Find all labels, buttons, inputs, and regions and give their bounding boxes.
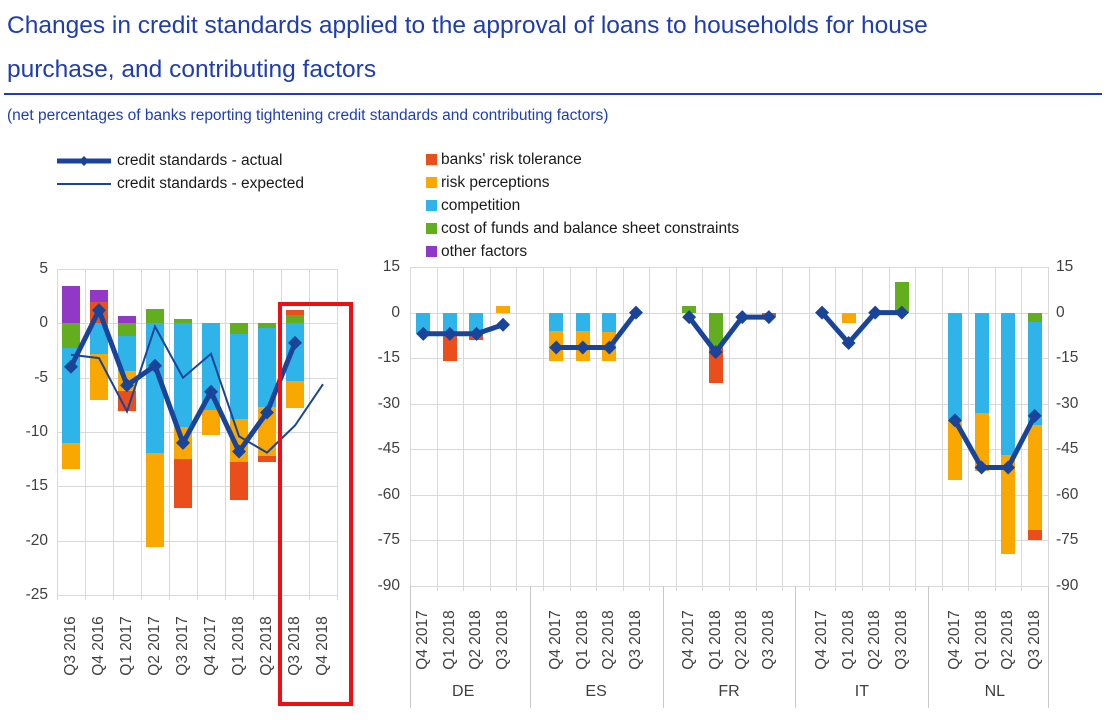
x-axis-label: Q3 2017 [174, 616, 191, 676]
panel-divider [663, 586, 664, 708]
gridline [968, 267, 969, 586]
y-axis-label: -25 [25, 586, 48, 603]
axis-tick [889, 586, 890, 591]
axis-tick [862, 586, 863, 591]
x-axis-label: Q2 2018 [258, 616, 275, 676]
x-axis-label: Q2 2018 [866, 610, 884, 670]
x-axis-label: Q4 2017 [813, 610, 831, 670]
competition-bar-segment [416, 313, 430, 334]
axis-tick [490, 586, 491, 591]
gridline [756, 267, 757, 586]
gridline [253, 269, 254, 595]
axis-tick [57, 595, 58, 600]
y-axis-label: -75 [1056, 531, 1079, 549]
cost_of_funds-bar-segment [230, 323, 248, 334]
gridline [113, 269, 114, 595]
line-legend-item [55, 149, 304, 172]
competition-bar-segment [948, 313, 962, 419]
risk_perceptions-bar-segment [118, 371, 136, 391]
y-axis-label: 15 [1056, 258, 1074, 275]
competition-bar-segment [469, 313, 483, 336]
y-axis-label: 0 [391, 303, 400, 321]
competition-bar-segment [576, 313, 590, 331]
country-label: IT [854, 683, 870, 700]
x-axis-label: Q1 2018 [972, 610, 990, 670]
axis-tick [676, 586, 677, 591]
line-legend-label: credit standards - actual [117, 151, 283, 169]
competition-bar-segment [118, 336, 136, 371]
risk_perceptions-bar-segment [576, 331, 590, 361]
risk_tolerance-bar-segment [230, 462, 248, 500]
risk_perceptions-bar-segment [230, 419, 248, 462]
gridline [85, 269, 86, 595]
axis-tick [596, 586, 597, 591]
x-axis-label: Q4 2017 [547, 610, 565, 670]
risk_perceptions-swatch-icon [426, 177, 437, 188]
x-axis-label: Q1 2018 [440, 610, 458, 670]
gridline [915, 267, 916, 586]
risk_tolerance-bar-segment [118, 391, 136, 412]
competition-bar-segment [1028, 322, 1042, 425]
gridline [942, 267, 943, 586]
gridline [490, 267, 491, 586]
risk_perceptions-bar-segment [90, 354, 108, 401]
risk_perceptions-bar-segment [202, 410, 220, 435]
factor-legend-label: cost of funds and balance sheet constraints [441, 219, 740, 237]
axis-tick [942, 586, 943, 591]
gridline [169, 269, 170, 595]
line-legend [55, 149, 304, 195]
y-axis-label: 0 [1056, 303, 1065, 321]
y-axis-label: -15 [377, 349, 400, 367]
factor-legend [426, 148, 739, 263]
x-axis-label: Q3 2018 [626, 610, 644, 670]
cost_of_funds-bar-segment [1028, 313, 1042, 322]
risk_perceptions-bar-segment [948, 419, 962, 480]
y-axis-label: -15 [1056, 349, 1079, 367]
axis-tick [968, 586, 969, 591]
panel-divider [928, 586, 929, 708]
gridline [862, 267, 863, 586]
gridline [889, 267, 890, 586]
gridline [596, 267, 597, 586]
y-axis-label: 5 [39, 260, 48, 277]
risk_perceptions-bar-segment [496, 306, 510, 312]
gridline [782, 267, 783, 586]
factor-legend-item [426, 148, 739, 171]
y-axis-label: -10 [25, 423, 48, 440]
competition-bar-segment [549, 313, 563, 331]
gridline [1048, 267, 1049, 586]
x-axis-label: Q1 2018 [839, 610, 857, 670]
axis-tick [782, 586, 783, 591]
axis-tick [225, 595, 226, 600]
line-legend-label: credit standards - expected [117, 174, 304, 192]
risk_perceptions-bar-segment [146, 453, 164, 548]
gridline [835, 267, 836, 586]
factor-legend-label: banks' risk tolerance [441, 150, 582, 168]
gridline [197, 269, 198, 595]
risk_tolerance-bar-segment [443, 335, 457, 361]
panel-divider [795, 586, 796, 708]
risk_perceptions-bar-segment [975, 413, 989, 471]
axis-tick [1021, 586, 1022, 591]
gridline [676, 267, 677, 586]
risk_tolerance-bar-segment [1028, 530, 1042, 541]
x-axis-label: Q2 2017 [146, 616, 163, 676]
y-axis-label: -20 [25, 531, 48, 549]
gridline [225, 269, 226, 595]
axis-tick [915, 586, 916, 591]
competition-bar-segment [62, 348, 80, 443]
actual-diamond-marker [496, 318, 510, 332]
y-axis-label: -15 [25, 477, 48, 495]
cost_of_funds-bar-segment [895, 282, 909, 312]
axis-tick [835, 586, 836, 591]
x-axis-label: Q4 2018 [314, 616, 331, 676]
axis-tick [113, 595, 114, 600]
other_factors-bar-segment [118, 316, 136, 324]
x-axis-label: Q4 2017 [945, 610, 963, 670]
actual-line-sample [55, 153, 113, 169]
factor-legend-item [426, 171, 739, 194]
risk_perceptions-bar-segment [62, 443, 80, 469]
competition-bar-segment [174, 323, 192, 426]
axis-tick [437, 586, 438, 591]
y-axis-label: 15 [382, 258, 400, 275]
cost_of_funds-bar-segment [146, 309, 164, 323]
risk_perceptions-bar-segment [174, 427, 192, 460]
x-axis-label: Q2 2018 [467, 610, 485, 670]
y-axis-label: -90 [377, 577, 400, 594]
x-axis-label: Q1 2018 [573, 610, 591, 670]
y-axis-label: -30 [1056, 394, 1079, 412]
figure-title-line1: Changes in credit standards applied to the approval of loans to households for house [7, 12, 928, 39]
x-axis-label: Q3 2018 [286, 616, 303, 676]
gridline [141, 269, 142, 595]
line-legend-item [55, 172, 304, 195]
y-axis-label: -60 [377, 485, 400, 503]
highlight-box [278, 302, 353, 706]
country-label: FR [718, 683, 740, 700]
x-axis-label: Q3 2016 [62, 616, 79, 676]
competition-bar-segment [975, 313, 989, 413]
risk_tolerance-bar-segment [90, 302, 108, 324]
figure-title [7, 4, 1105, 92]
risk_perceptions-bar-segment [1028, 425, 1042, 530]
x-axis-label: Q2 2018 [733, 610, 751, 670]
factor-legend-item [426, 217, 739, 240]
gridline [809, 267, 810, 586]
country-label: ES [585, 683, 607, 700]
figure-title-line2: purchase, and contributing factors [7, 56, 377, 83]
x-axis-label: Q4 2016 [90, 616, 107, 676]
risk_perceptions-bar-segment [1001, 455, 1015, 554]
x-axis-label: Q1 2018 [230, 616, 247, 676]
gridline [1021, 267, 1022, 586]
risk_perceptions-bar-segment [602, 332, 616, 361]
cost_of_funds-bar-segment [682, 306, 696, 312]
x-axis-label: Q1 2017 [118, 616, 135, 676]
competition-bar-segment [202, 323, 220, 410]
gridline [543, 267, 544, 586]
country-label: DE [452, 683, 475, 700]
gridline [516, 267, 517, 586]
x-axis-label: Q4 2017 [680, 610, 698, 670]
x-axis-label: Q3 2018 [1025, 610, 1043, 670]
gridline [702, 267, 703, 586]
gridline [463, 267, 464, 586]
risk_perceptions-bar-segment [549, 331, 563, 361]
axis-tick [516, 586, 517, 591]
gridline [729, 267, 730, 586]
axis-tick [463, 586, 464, 591]
competition-bar-segment [602, 313, 616, 333]
other_factors-bar-segment [62, 286, 80, 323]
y-axis-label: -45 [377, 440, 400, 458]
panel-divider [530, 586, 531, 708]
cost_of_funds-bar-segment [709, 313, 723, 349]
y-axis-label: -90 [1056, 577, 1079, 594]
x-axis-label: Q2 2018 [600, 610, 618, 670]
y-axis-label: -5 [34, 368, 48, 386]
factor-legend-item [426, 240, 739, 263]
cost_of_funds-bar-segment [118, 323, 136, 336]
panel-divider [410, 586, 411, 708]
competition-bar-segment [1001, 313, 1015, 456]
cost_of_funds-bar-segment [62, 323, 80, 348]
competition-bar-segment [230, 334, 248, 419]
competition-bar-segment [90, 323, 108, 353]
axis-tick [702, 586, 703, 591]
x-axis-label: Q3 2018 [494, 610, 512, 670]
gridline [410, 267, 411, 586]
x-axis-label: Q1 2018 [706, 610, 724, 670]
risk_tolerance-bar-segment [762, 313, 776, 317]
x-axis-label: Q3 2018 [759, 610, 777, 670]
other_factors-swatch-icon [426, 246, 437, 257]
axis-tick [253, 595, 254, 600]
axis-tick [570, 586, 571, 591]
gridline [437, 267, 438, 586]
x-axis-label: Q3 2018 [892, 610, 910, 670]
risk_tolerance-bar-segment [174, 459, 192, 508]
factor-legend-label: risk perceptions [441, 173, 550, 191]
cost_of_funds-swatch-icon [426, 223, 437, 234]
competition-bar-segment [443, 313, 457, 336]
y-axis-label: -30 [377, 394, 400, 412]
factor-legend-label: competition [441, 196, 521, 214]
competition-bar-segment [258, 328, 276, 407]
panel-divider [1048, 586, 1049, 708]
figure-subtitle: (net percentages of banks reporting tightening credit standards and contributing factors) [7, 107, 609, 124]
axis-tick [623, 586, 624, 591]
axis-tick [729, 586, 730, 591]
factor-legend-item [426, 194, 739, 217]
gridline [57, 269, 58, 595]
y-axis-label: 0 [39, 314, 48, 332]
title-divider [4, 93, 1102, 95]
gridline [649, 267, 650, 586]
gridline [623, 267, 624, 586]
y-axis-label: -75 [377, 531, 400, 549]
gridline [570, 267, 571, 586]
actual-diamond-marker [842, 336, 856, 350]
axis-tick [543, 586, 544, 591]
competition-bar-segment [146, 323, 164, 452]
axis-tick [649, 586, 650, 591]
risk_tolerance-bar-segment [709, 348, 723, 383]
axis-tick [197, 595, 198, 600]
risk_perceptions-bar-segment [842, 313, 856, 324]
x-axis-label: Q4 2017 [202, 616, 219, 676]
axis-tick [85, 595, 86, 600]
competition-swatch-icon [426, 200, 437, 211]
axis-tick [756, 586, 757, 591]
gridline [995, 267, 996, 586]
axis-tick [141, 595, 142, 600]
axis-tick [995, 586, 996, 591]
y-axis-label: -45 [1056, 440, 1079, 458]
x-axis-label: Q2 2018 [999, 610, 1017, 670]
risk_tolerance-swatch-icon [426, 154, 437, 165]
axis-tick [809, 586, 810, 591]
factor-legend-label: other factors [441, 242, 528, 260]
expected-line-sample [55, 176, 113, 192]
risk_perceptions-bar-segment [258, 407, 276, 456]
x-axis-label: Q4 2017 [414, 610, 432, 670]
country-label: NL [984, 683, 1006, 700]
y-axis-label: -60 [1056, 485, 1079, 503]
risk_tolerance-bar-segment [258, 456, 276, 463]
other_factors-bar-segment [90, 290, 108, 302]
axis-tick [169, 595, 170, 600]
risk_tolerance-bar-segment [469, 335, 483, 340]
